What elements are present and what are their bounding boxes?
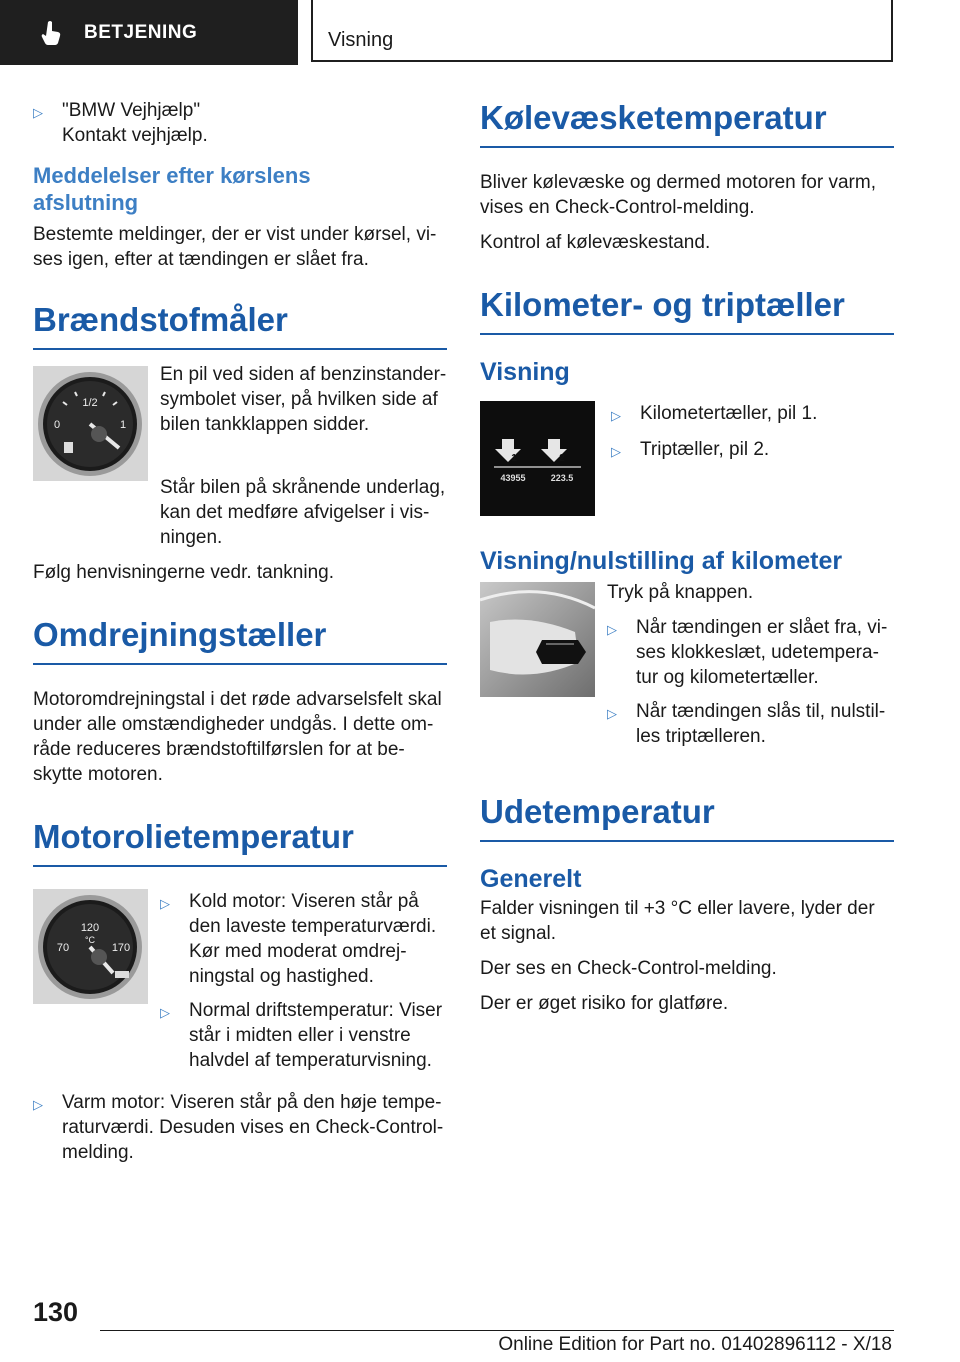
triangle-bullet-icon: ▷: [611, 444, 621, 459]
reset-button-image: [480, 582, 595, 697]
list-item: [607, 699, 894, 749]
left-column: [33, 98, 447, 1174]
triangle-bullet-icon: ▷: [160, 1005, 170, 1020]
list-item: [607, 615, 894, 690]
bullet-text: Kilometertæller, pil 1.: [640, 403, 818, 424]
right-column: [480, 98, 894, 1026]
bullet-text: Kold motor: Viseren står på den laveste temperaturværdi. Kør med moderat omdrejningstal og hastighed.: [189, 891, 437, 987]
arrow-label: 1: [511, 453, 517, 464]
display-section: [480, 401, 894, 516]
outside-subheading: Generelt: [480, 865, 582, 893]
bullet-text: Varm motor: Viseren står på den høje temperaturværdi. Desuden vises en Check-Control-melding.: [62, 1092, 444, 1163]
fuel-heading: Brændstofmåler: [33, 300, 447, 350]
oil-heading: Motorolietemperatur: [33, 817, 447, 867]
fuel-section: [33, 362, 447, 481]
list-item: [160, 998, 447, 1073]
triangle-bullet-icon: ▷: [607, 706, 617, 721]
odometer-display-image: [480, 401, 595, 516]
bullet-text: Kontakt vejhjælp.: [62, 125, 208, 146]
bullet-text: Triptæller, pil 2.: [640, 439, 770, 460]
oil-section: [33, 889, 447, 1082]
list-item: [611, 401, 894, 428]
list-item: [33, 1090, 447, 1165]
reset-text: Tryk på knappen.: [607, 582, 754, 603]
gauge-label: 0: [53, 419, 61, 431]
trip-value: 223.5: [550, 473, 574, 483]
coolant-text-1: Bliver kølevæske og dermed motoren for varm, vises en Check-Control-melding.: [480, 172, 876, 218]
outside-text-2: Der ses en Check-Control-melding.: [480, 958, 777, 979]
fuel-text-1: En pil ved siden af benzinstandersymbolet viser, på hvilken side af bilen tankklappen sidder.: [160, 364, 447, 435]
rpm-text: Motoromdrejningstal i det røde advarselsfelt skal under alle omstændigheder undgås. I dette område reduceres brændstoftilførslen for at beskytte motoren.: [33, 689, 442, 785]
bullet-text: Når tændingen er slået fra, vises klokkeslæt, udetemperatur og kilometertæller.: [636, 617, 888, 688]
rpm-heading: Omdrejningstæller: [33, 615, 447, 665]
coolant-heading: Kølevæsketemperatur: [480, 98, 894, 148]
outside-text-3: Der er øget risiko for glatføre.: [480, 993, 729, 1014]
outside-heading: Udetemperatur: [480, 792, 894, 842]
triangle-bullet-icon: ▷: [33, 1097, 43, 1112]
messages-text: Bestemte meldinger, der er vist under kørsel, vises igen, efter at tændingen er slået fra.: [33, 224, 437, 270]
oil-gauge-image: [33, 889, 148, 1004]
page-title-box: [311, 0, 893, 62]
page-title: Visning: [328, 29, 394, 51]
list-item: [33, 98, 447, 148]
gauge-label: 120: [80, 922, 100, 934]
list-item: [611, 437, 894, 464]
fuel-text-3: Følg henvisningerne vedr. tankning.: [33, 562, 335, 583]
fuel-text-2: Står bilen på skrånende underlag, kan det medføre afvigelser i visningen.: [160, 477, 446, 548]
coolant-text-2: Kontrol af kølevæskestand.: [480, 232, 711, 253]
triangle-bullet-icon: ▷: [33, 105, 43, 120]
bullet-text: Normal driftstemperatur: Viser står i midten eller i venstre halvdel af temperaturvisning.: [189, 1000, 443, 1071]
edition-note: Online Edition for Part no. 01402896112 - X/18: [498, 1334, 892, 1355]
triangle-bullet-icon: ▷: [611, 408, 621, 423]
gauge-label: 70: [56, 942, 70, 954]
triangle-bullet-icon: ▷: [607, 622, 617, 637]
gauge-label: 1: [119, 419, 127, 431]
gauge-label: 1/2: [82, 397, 98, 409]
list-item: [160, 889, 447, 989]
messages-heading: Meddelelser efter kørslens afslutning: [33, 163, 311, 215]
fuel-gauge-image: [33, 366, 148, 481]
gauge-label: 170: [111, 942, 131, 954]
footer-divider: [100, 1330, 894, 1331]
triangle-bullet-icon: ▷: [160, 896, 170, 911]
outside-text-1: Falder visningen til +3 °C eller lavere, lyder der et signal.: [480, 898, 875, 944]
hand-pointer-icon: [40, 20, 66, 46]
odometer-value: 43955: [500, 473, 526, 483]
gauge-label: °C: [84, 935, 96, 945]
bullet-text: Når tændingen slås til, nulstilles triptælleren.: [636, 701, 886, 747]
section-tab: [0, 0, 298, 65]
display-heading: Visning: [480, 358, 570, 386]
page-number: 130: [33, 1297, 79, 1327]
section-label: BETJENING: [84, 21, 198, 43]
reset-heading: Visning/nulstilling af kilometer: [480, 547, 843, 575]
bullet-text: "BMW Vejhjælp": [62, 100, 201, 121]
arrow-label: 2: [559, 453, 565, 464]
reset-section: [480, 582, 894, 758]
odometer-heading: Kilometer- og triptæller: [480, 285, 894, 335]
